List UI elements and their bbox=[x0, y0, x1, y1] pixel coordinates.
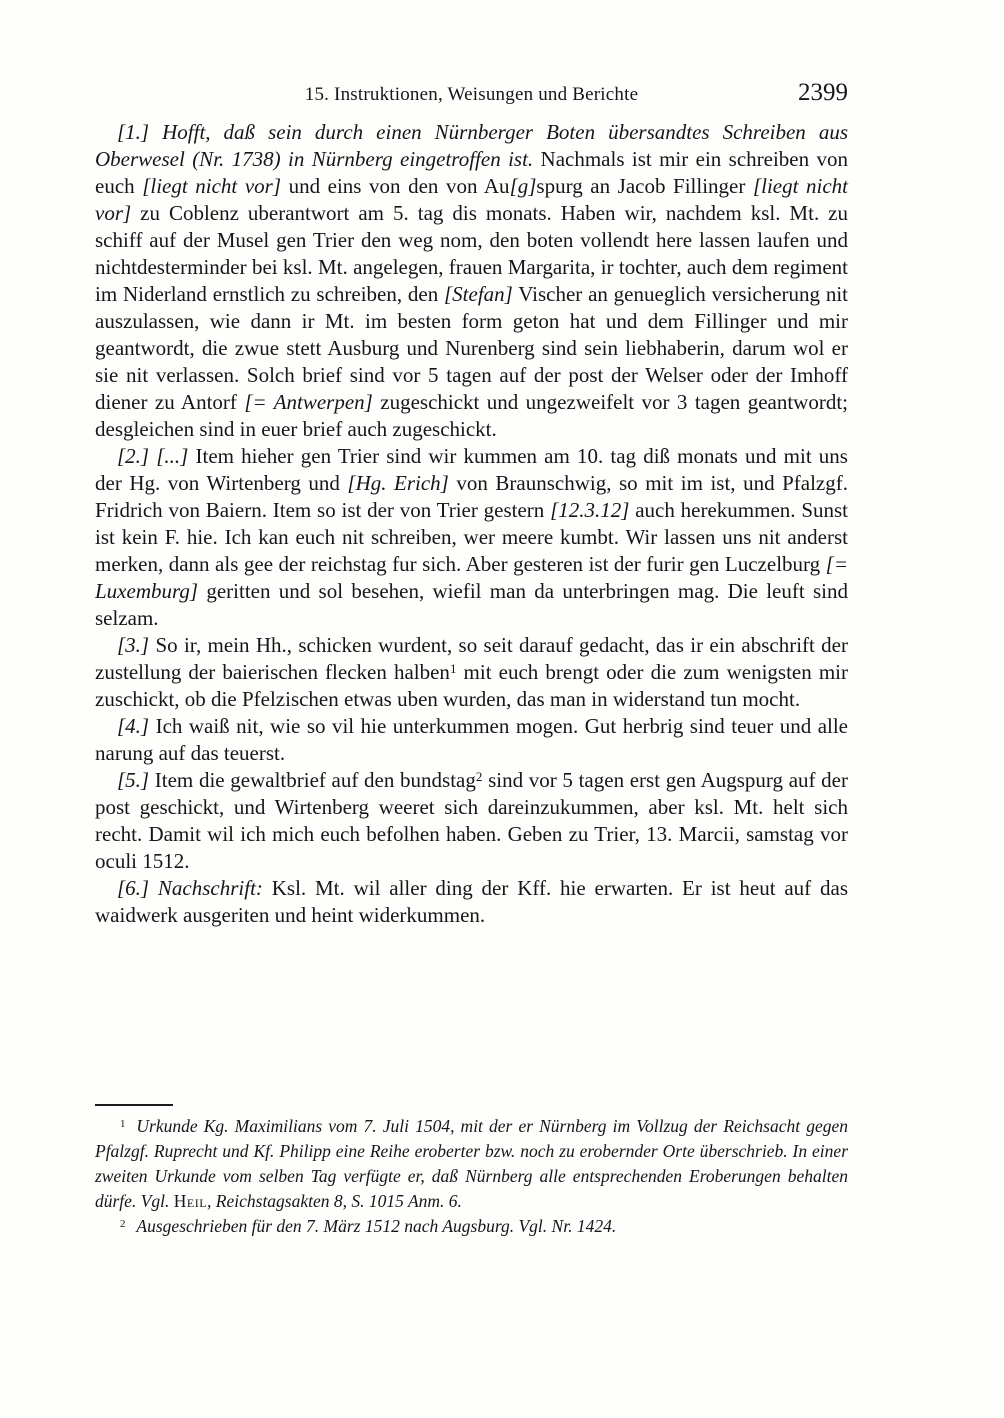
text-segment: [12.3.12] bbox=[550, 498, 630, 522]
text-segment: [1.] Hofft, daß sein durch einen Nürnberger Boten übersandtes Schreiben aus Oberwesel (Nr. 1738) in Nürnberg eingetroffen ist. bbox=[95, 120, 848, 171]
text-segment: spurg an Jacob Fillinger bbox=[536, 174, 753, 198]
text-segment: , Reichstagsakten 8, S. 1015 Anm. 6. bbox=[207, 1191, 462, 1211]
body-paragraph bbox=[95, 443, 848, 632]
text-segment: [6.] Nachschrift: bbox=[117, 876, 263, 900]
footnote-reference: 2 bbox=[475, 768, 483, 784]
text-segment: [5.] bbox=[117, 768, 150, 792]
body-paragraph bbox=[95, 767, 848, 875]
text-segment: und eins von den von Au bbox=[281, 174, 510, 198]
text-segment: geritten und sol besehen, wiefil man da unterbringen mag. Die leuft sind selzam. bbox=[95, 579, 848, 630]
footnote bbox=[95, 1214, 848, 1239]
running-title: 15. Instruktionen, Weisungen und Berichte bbox=[304, 84, 639, 105]
text-segment: [3.] bbox=[117, 633, 150, 657]
page-header bbox=[95, 81, 848, 111]
text-segment: [liegt nicht vor] bbox=[95, 174, 848, 225]
text-segment: Ksl. Mt. wil aller ding der Kff. hie erwarten. Er ist heut auf das waidwerk ausgeriten und heint widerkummen. bbox=[95, 876, 848, 927]
text-segment: So ir, mein Hh., schicken wurdent, so seit darauf gedacht, das ir ein abschrift der zustellung der baierischen flecken halben bbox=[95, 633, 848, 684]
body-paragraph bbox=[95, 632, 848, 713]
text-segment: [4.] bbox=[117, 714, 150, 738]
text-segment: Ich waiß nit, wie so vil hie unterkummen mogen. Gut herbrig sind teuer und alle narung auf das teuerst. bbox=[95, 714, 848, 765]
text-segment: Nachmals ist mir ein schreiben von euch bbox=[95, 147, 848, 198]
text-segment: [2.] [...] bbox=[117, 444, 189, 468]
text-segment: [= Antwerpen] bbox=[244, 390, 373, 414]
page-number: 2399 bbox=[798, 79, 848, 106]
text-segment: Heil bbox=[173, 1191, 208, 1211]
text-segment: sind vor 5 tagen erst gen Augspurg auf der post geschickt, und Wirtenberg weeret sich dareinzukummen, aber ksl. Mt. helt sich recht. Damit wil ich mich euch befolhen haben. Geben zu Trier, 13. Marcii, samstag vor oculi 1512. bbox=[95, 768, 848, 873]
text-segment: Urkunde Kg. Maximilians vom 7. Juli 1504, mit der er Nürnberg im Vollzug der Reichsacht gegen Pfalzgf. Ruprecht und Kf. Philipp eine Reihe eroberter bzw. noch zu erobernder Orte überschrieb. In einer zweiten Urkunde vom selben Tag verfügte er, daß Nürnberg alle entsprechenden Eroberungen behalten dürfe. Vgl. bbox=[95, 1116, 848, 1211]
footnote-marker: 2 bbox=[120, 1217, 126, 1230]
text-segment: [Stefan] bbox=[444, 282, 513, 306]
body-paragraph bbox=[95, 119, 848, 443]
footnote-separator bbox=[95, 1104, 173, 1106]
body-paragraph bbox=[95, 713, 848, 767]
text-segment: [g] bbox=[509, 174, 537, 198]
text-segment: zu Coblenz uberantwort am 5. tag dis monats. Haben wir, nachdem ksl. Mt. zu schiff auf der Musel gen Trier den weg nom, den boten vollendt here lassen laufen und nichtdesterminder bei ksl. Mt. angelegen, frauen Margarita, ir tochter, auch dem regiment im Niderland ernstlich zu schreiben, den bbox=[95, 201, 848, 306]
text-segment: auch herekummen. Sunst ist kein F. hie. Ich kan euch nit schreiben, wer meere kumbt. Wir lassen uns nit anderst merken, dann als gee der reichstag fur sich. Aber gesteren ist der furir gen Luczelburg bbox=[95, 498, 849, 576]
text-segment: [Hg. Erich] bbox=[347, 471, 449, 495]
text-segment: [liegt nicht vor] bbox=[142, 174, 282, 198]
body-paragraph bbox=[95, 875, 848, 929]
text-segment: Item die gewaltbrief auf den bundstag bbox=[149, 768, 476, 792]
text-segment: [= Luxemburg] bbox=[95, 552, 848, 603]
text-segment: von Braunschwig, so mit im ist, und Pfalzgf. Fridrich von Baiern. Item so ist der von Trier gestern bbox=[95, 471, 848, 522]
document-body bbox=[95, 119, 848, 929]
text-segment: zugeschickt und ungezweifelt vor 3 tagen geantwordt; desgleichen sind in euer brief auch zugeschickt. bbox=[95, 390, 849, 441]
footnote-reference: 1 bbox=[449, 660, 457, 676]
text-segment: Item hieher gen Trier sind wir kummen am 10. tag diß monats und mit uns der Hg. von Wirtenberg und bbox=[95, 444, 848, 495]
footnote-list bbox=[95, 1114, 848, 1239]
text-segment: mit euch brengt oder die zum wenigsten mir zuschickt, ob die Pfelzischen etwas uben wurden, das man in widerstand tun mocht. bbox=[95, 660, 849, 711]
footnotes-section bbox=[95, 1104, 848, 1239]
text-segment: Vischer an genueglich versicherung nit auszulassen, wie dann ir Mt. im besten form geton hat und dem Fillinger und mir geantwordt, die zwue stett Ausburg und Nurenberg sind sein liebhaberin, darum wol er sie nit verlassen. Solch brief sind vor 5 tagen auf der post der Welser oder der Imhoff diener zu Antorf bbox=[95, 282, 848, 414]
text-segment: Ausgeschrieben für den 7. März 1512 nach Augsburg. Vgl. Nr. 1424. bbox=[136, 1216, 617, 1236]
footnote bbox=[95, 1114, 848, 1214]
footnote-marker: 1 bbox=[120, 1117, 126, 1130]
